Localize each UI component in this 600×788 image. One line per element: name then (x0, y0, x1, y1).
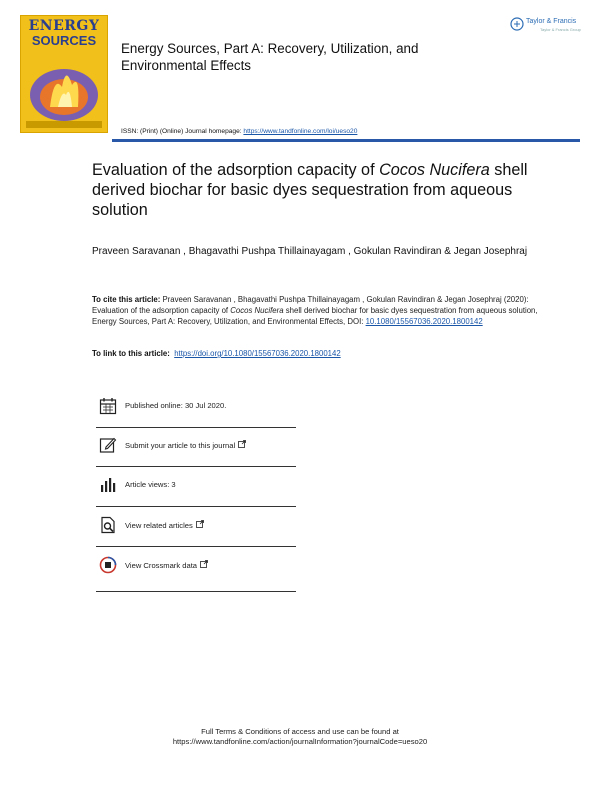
citation-block (92, 294, 552, 327)
publisher-logo[interactable] (510, 15, 585, 35)
publisher-name: Taylor & Francis (526, 18, 577, 25)
external-link-icon (238, 440, 246, 448)
crossmark-label: View Crossmark data (125, 561, 198, 570)
divider (96, 427, 296, 428)
publisher-group: Taylor & Francis Group (540, 27, 581, 32)
calendar-icon (99, 397, 117, 415)
citation-label: To cite this article: (92, 295, 161, 304)
article-link-line (92, 349, 552, 358)
crossmark-link[interactable] (125, 560, 208, 570)
article-views-label: Article views: 3 (125, 480, 176, 489)
related-articles-link[interactable] (125, 520, 204, 530)
citation-text-part1: Praveen Saravanan , Bhagavathi Pushpa Thillainayagam , Gokulan Ravindiran & Jegan Josephraj (2020): Evaluation of the adsorption capacity of (92, 295, 529, 315)
link-label: To link to this article: (92, 349, 170, 358)
related-articles-icon (99, 516, 117, 534)
edit-icon (99, 436, 117, 454)
cover-title-line1: ENERGY (28, 18, 100, 34)
issn-text: ISSN: (Print) (Online) Journal homepage: (121, 128, 244, 135)
submit-article-label: Submit your article to this journal (125, 441, 236, 450)
divider (96, 591, 296, 592)
footer-terms-text: Full Terms & Conditions of access and use can be found at (201, 727, 399, 736)
article-title-italic: Cocos Nucifera (379, 161, 490, 179)
cover-title-line2: SOURCES (31, 33, 97, 48)
publisher-logo-icon (510, 17, 524, 31)
article-title-part1: Evaluation of the adsorption capacity of (92, 161, 380, 179)
bar-chart-icon (99, 476, 117, 494)
published-online-label: Published online: 30 Jul 2020. (125, 401, 227, 410)
crossmark-row[interactable] (99, 556, 299, 582)
issn-line (121, 128, 357, 135)
submit-article-row[interactable] (99, 436, 299, 462)
divider (96, 506, 296, 507)
related-articles-row[interactable] (99, 516, 299, 542)
submit-article-link[interactable] (125, 440, 246, 450)
citation-italic: Cocos Nucifera (230, 306, 284, 315)
cover-band (26, 121, 102, 128)
article-views-row (99, 476, 299, 502)
journal-title: Energy Sources, Part A: Recovery, Utilization, and Environmental Effects (121, 41, 419, 73)
footer (0, 727, 600, 747)
article-authors: Praveen Saravanan , Bhagavathi Pushpa Thillainayagam , Gokulan Ravindiran & Jegan Josephraj (92, 246, 528, 257)
crossmark-icon (99, 556, 117, 574)
header-rule (112, 139, 580, 142)
divider (96, 466, 296, 467)
external-link-icon (196, 520, 204, 528)
related-articles-label: View related articles (125, 521, 193, 530)
footer-terms-link[interactable]: https://www.tandfonline.com/action/journalInformation?journalCode=ueso20 (172, 737, 428, 746)
article-doi-url[interactable]: https://doi.org/10.1080/15567036.2020.1800142 (174, 349, 341, 358)
article-title-part2: shell derived biochar for basic dyes sequestration from aqueous solution (92, 161, 528, 219)
journal-homepage-link[interactable]: https://www.tandfonline.com/loi/ueso20 (243, 128, 358, 135)
published-online-row (99, 397, 299, 423)
divider (96, 546, 296, 547)
external-link-icon (200, 560, 208, 568)
citation-doi-link[interactable]: 10.1080/15567036.2020.1800142 (365, 317, 483, 326)
journal-cover-image (20, 15, 108, 133)
citation-text-part2: shell derived biochar for basic dyes sequestration from aqueous solution, Energy Sources, Part A: Recovery, Utilization, and Environmental Effects, DOI: (92, 306, 538, 326)
article-title (92, 160, 552, 220)
